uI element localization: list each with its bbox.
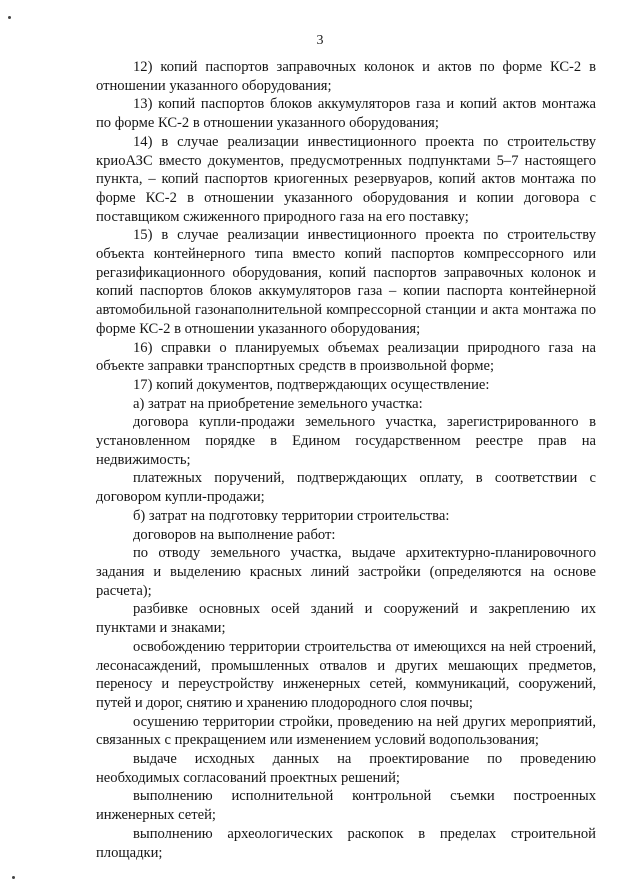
work-land-allotment: по отводу земельного участка, выдаче архитектурно-планировочного задания и выделению красных линий застройки (определяются на основе расчета); bbox=[96, 545, 596, 599]
paragraph-14: 14) в случае реализации инвестиционного проекта по строительству криоАЗС вместо документов, предусмотренных подпунктами 5–7 настоящего пункта, – копий паспортов криогенных резервуаров, копий актов монтажа по форме КС-2 в отношении указанного оборудования и копии договора с поставщиком сжиженного природного газа на его поставку; bbox=[96, 133, 596, 225]
subitem-b-contracts: договоров на выполнение работ: bbox=[133, 526, 336, 543]
page-number: 3 bbox=[316, 33, 324, 48]
work-site-clearing: освобождению территории строительства от имеющихся на ней строений, лесонасаждений, промышленных отвалов и других мешающих предметов, переносу и переустройству инженерных сетей, коммуникаций, сооружений, путей и дорог, снятию и хранению плодородного слоя почвы; bbox=[96, 638, 596, 711]
scan-speck bbox=[8, 16, 11, 19]
subitem-b: б) затрат на подготовку территории строительства: bbox=[133, 507, 450, 524]
subitem-a-payments: платежных поручений, подтверждающих оплату, в соответствии с договором купли-продажи; bbox=[96, 470, 596, 506]
document-body bbox=[96, 58, 596, 862]
work-initial-data: выдаче исходных данных на проектирование по проведению необходимых согласований проектных решений; bbox=[96, 751, 596, 786]
scan-speck bbox=[12, 876, 15, 879]
work-control-survey: выполнению исполнительной контрольной съемки построенных инженерных сетей; bbox=[96, 788, 596, 824]
work-axis-layout: разбивке основных осей зданий и сооружений и закреплению их пунктами и знаками; bbox=[96, 601, 596, 637]
paragraph-17: 17) копий документов, подтверждающих осуществление: bbox=[133, 376, 490, 393]
paragraph-12: 12) копий паспортов заправочных колонок и актов по форме КС-2 в отношении указанного оборудования; bbox=[96, 59, 596, 94]
work-drainage: осушению территории стройки, проведению на ней других мероприятий, связанных с прекращением или изменением условий водопользования; bbox=[96, 713, 596, 749]
work-archaeology: выполнению археологических раскопок в пределах строительной площадки; bbox=[96, 825, 596, 861]
subitem-a: а) затрат на приобретение земельного участка: bbox=[133, 395, 423, 412]
paragraph-15: 15) в случае реализации инвестиционного проекта по строительству объекта контейнерного типа вместо копий паспортов компрессорного или регазификационного оборудования, копий паспортов заправочных колонок и копий паспортов блоков аккумуляторов газа – копии паспорта контейнерной автомобильной газонаполнительной компрессорной станции и акта монтажа по форме КС-2 в отношении указанного оборудования; bbox=[96, 227, 596, 337]
subitem-a-contract: договора купли-продажи земельного участка, зарегистрированного в установленном порядке в Едином государственном реестре прав на недвижимость; bbox=[96, 414, 596, 468]
paragraph-16: 16) справки о планируемых объемах реализации природного газа на объекте заправки транспортных средств в произвольной форме; bbox=[96, 339, 596, 375]
paragraph-13: 13) копий паспортов блоков аккумуляторов газа и копий актов монтажа по форме КС-2 в отношении указанного оборудования; bbox=[96, 96, 596, 132]
